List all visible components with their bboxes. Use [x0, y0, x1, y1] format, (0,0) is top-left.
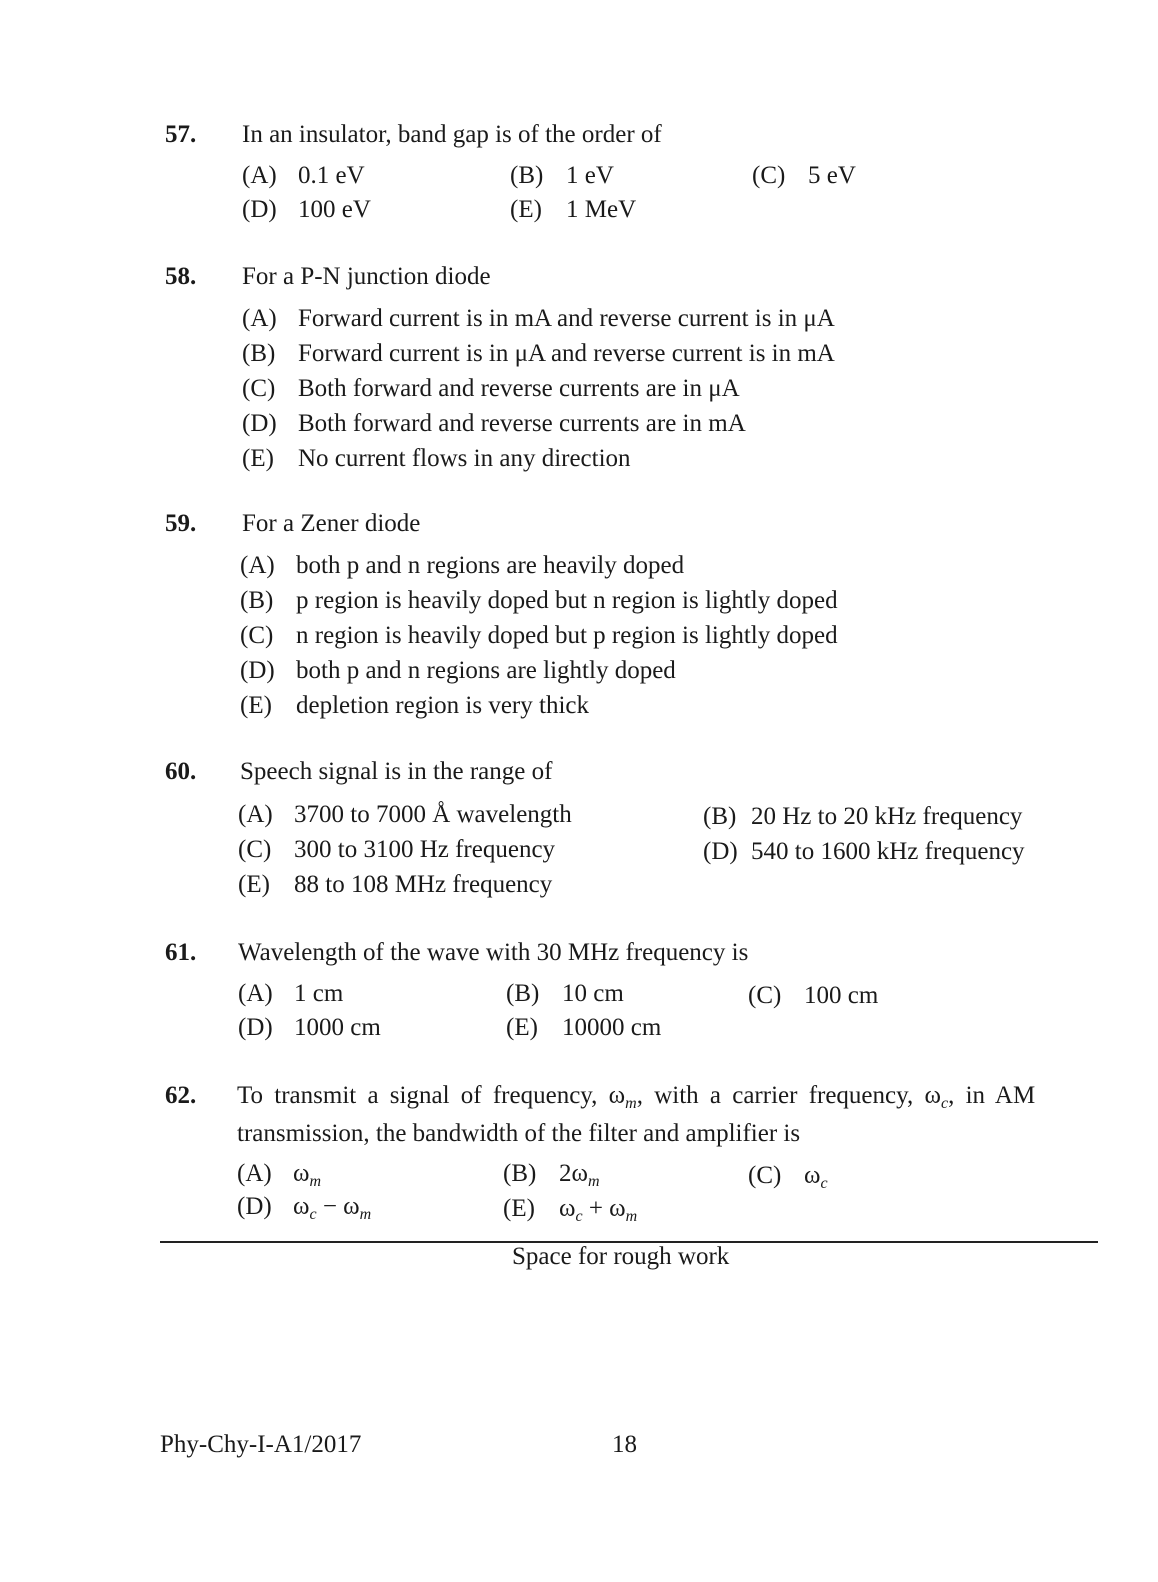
option-text: 3700 to 7000 Å wavelength: [294, 801, 572, 828]
option-label: (B): [506, 980, 540, 1007]
option-text: $2\omega_m$: [559, 1160, 600, 1190]
option: [503, 1195, 637, 1226]
option: [238, 1014, 381, 1042]
option-label: (C): [240, 622, 274, 649]
option-text: 100 eV: [298, 196, 371, 223]
question-number: 59.: [165, 510, 197, 537]
option: [242, 375, 740, 403]
option-text: $\omega_c + \omega_m$: [559, 1195, 638, 1225]
option-text: 1 eV: [566, 162, 614, 189]
option-label: (E): [506, 1014, 538, 1041]
option-text: 540 to 1600 kHz frequency: [751, 838, 1025, 865]
option-label: (E): [242, 445, 274, 472]
option: [242, 445, 631, 473]
option: [748, 1162, 828, 1193]
option: [240, 622, 838, 650]
option-text: 88 to 108 MHz frequency: [294, 871, 553, 898]
option: [238, 836, 555, 864]
question-number: 62.: [165, 1082, 197, 1109]
option-text: 10000 cm: [562, 1014, 662, 1041]
option: [240, 657, 676, 685]
option-text: 5 eV: [808, 162, 856, 189]
option-text: 1000 cm: [294, 1014, 381, 1041]
option: [242, 340, 835, 368]
option: [240, 587, 838, 615]
question-stem: To transmit a signal of frequency, $\omega_m$, with a carrier frequency, $\omega_c$, in AM: [237, 1082, 1036, 1112]
option-label: (B): [242, 340, 276, 367]
option-text: $\omega_m$: [293, 1160, 322, 1190]
option: [752, 162, 856, 190]
option-label: (C): [748, 1162, 782, 1189]
page-number: 18: [612, 1431, 637, 1458]
option-label: (A): [242, 305, 277, 332]
option: [510, 162, 614, 190]
option-text: p region is heavily doped but n region is lightly doped: [296, 587, 838, 614]
option-label: (C): [748, 982, 782, 1009]
option-text: both p and n regions are lightly doped: [296, 657, 676, 684]
option-text: $\omega_c - \omega_m$: [293, 1193, 372, 1223]
question-stem: In an insulator, band gap is of the order of: [242, 121, 662, 148]
option: [506, 1014, 661, 1042]
option-label: (D): [238, 1014, 273, 1041]
option: [237, 1193, 371, 1224]
option-label: (E): [240, 692, 272, 719]
option-text: depletion region is very thick: [296, 692, 589, 719]
option-label: (D): [703, 838, 738, 865]
option-label: (A): [237, 1160, 272, 1187]
option-text: 0.1 eV: [298, 162, 365, 189]
option-text: 100 cm: [804, 982, 879, 1009]
option: [506, 980, 624, 1008]
option: [703, 838, 1025, 866]
rough-work-label: Space for rough work: [512, 1243, 730, 1270]
option: [703, 803, 1022, 831]
option-text: $\omega_c$: [804, 1162, 828, 1192]
option: [242, 410, 746, 438]
question-stem: For a Zener diode: [242, 510, 421, 537]
option-text: Forward current is in μA and reverse current is in mA: [298, 340, 835, 367]
question-number: 57.: [165, 121, 197, 148]
option-label: (B): [510, 162, 544, 189]
option-text: Both forward and reverse currents are in mA: [298, 410, 746, 437]
option-label: (D): [237, 1193, 272, 1220]
option-label: (B): [240, 587, 274, 614]
option-text: Forward current is in mA and reverse current is in μA: [298, 305, 835, 332]
option-label: (D): [242, 410, 277, 437]
option-label: (C): [242, 375, 276, 402]
option: [748, 982, 878, 1010]
option-label: (C): [238, 836, 272, 863]
option-text: 20 Hz to 20 kHz frequency: [751, 803, 1023, 830]
option-text: 10 cm: [562, 980, 624, 1007]
option: [238, 801, 572, 829]
option-label: (A): [238, 980, 273, 1007]
option-label: (C): [752, 162, 786, 189]
option-label: (D): [242, 196, 277, 223]
question-stem: Wavelength of the wave with 30 MHz frequency is: [238, 939, 749, 966]
option: [242, 305, 835, 333]
option-label: (B): [503, 1160, 537, 1187]
option-text: 1 cm: [294, 980, 344, 1007]
option-label: (A): [240, 552, 275, 579]
option-label: (E): [238, 871, 270, 898]
option-label: (E): [503, 1195, 535, 1222]
option: [238, 980, 343, 1008]
option: [238, 871, 552, 899]
question-number: 58.: [165, 263, 197, 290]
question-number: 61.: [165, 939, 197, 966]
option: [503, 1160, 600, 1191]
option-label: (E): [510, 196, 542, 223]
question-number: 60.: [165, 758, 197, 785]
option-text: No current flows in any direction: [298, 445, 631, 472]
question-stem: For a P-N junction diode: [242, 263, 491, 290]
option-label: (D): [240, 657, 275, 684]
option: [240, 692, 589, 720]
option-text: 300 to 3100 Hz frequency: [294, 836, 556, 863]
option-text: both p and n regions are heavily doped: [296, 552, 685, 579]
question-stem: Speech signal is in the range of: [240, 758, 553, 785]
paper-code: Phy-Chy-I-A1/2017: [160, 1431, 362, 1458]
option: [242, 196, 371, 224]
option-label: (B): [703, 803, 737, 830]
option-label: (A): [238, 801, 273, 828]
question-stem-line2: transmission, the bandwidth of the filter and amplifier is: [237, 1120, 801, 1147]
option: [242, 162, 365, 190]
option: [237, 1160, 321, 1191]
option-text: Both forward and reverse currents are in μA: [298, 375, 740, 402]
option: [510, 196, 636, 224]
option: [240, 552, 684, 580]
option-text: n region is heavily doped but p region is lightly doped: [296, 622, 838, 649]
option-label: (A): [242, 162, 277, 189]
option-text: 1 MeV: [566, 196, 637, 223]
